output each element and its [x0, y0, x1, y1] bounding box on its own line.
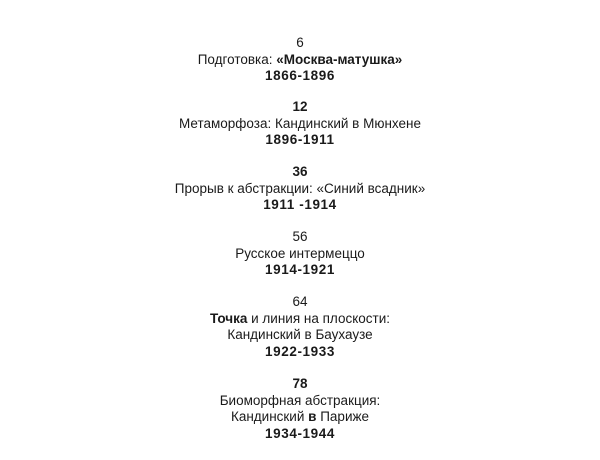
chapter-title-text: и линия на плоскости: [247, 310, 391, 326]
chapter-subtitle-text: Кандинский [230, 409, 309, 424]
chapter-years: 1922-1933 [265, 343, 335, 359]
page-number: 36 [292, 164, 308, 179]
chapter-title: Прорыв к абстракции: «Синий всадник» [174, 180, 426, 196]
page-number: 6 [296, 35, 304, 50]
chapter-title [0, 311, 600, 328]
page-number: 78 [292, 376, 308, 391]
chapter-subtitle [0, 409, 600, 426]
chapter-title-text: Подготовка: [197, 51, 277, 67]
chapter-title: Биоморфная абстракция: [219, 392, 381, 408]
chapter-subtitle: Кандинский в Баухаузе [227, 327, 373, 342]
page-number: 64 [292, 294, 308, 309]
chapter-years: 1911 -1914 [263, 197, 337, 212]
toc-entry-1 [0, 35, 600, 85]
page-number: 12 [292, 99, 308, 114]
toc-entry-2 [0, 99, 600, 149]
chapter-title: Метаморфоза: Кандинский в Мюнхене [179, 115, 421, 131]
chapter-title: Русское интермеццо [235, 245, 365, 261]
toc-entry-4 [0, 229, 600, 279]
chapter-years: 1896-1911 [265, 132, 335, 147]
chapter-years: 1866-1896 [265, 68, 335, 83]
chapter-subtitle-bold: в [308, 409, 317, 424]
toc-entry-5 [0, 294, 600, 360]
chapter-title-bold: Точка [209, 310, 248, 326]
chapter-subtitle-text: Париже [316, 409, 370, 424]
page-number: 56 [292, 229, 308, 244]
toc-entry-3 [0, 164, 600, 214]
chapter-title [0, 52, 600, 69]
toc-entry-6 [0, 376, 600, 442]
chapter-title-bold: «Москва-матушка» [276, 51, 403, 67]
chapter-years: 1934-1944 [265, 425, 335, 441]
chapter-years: 1914-1921 [265, 262, 335, 277]
